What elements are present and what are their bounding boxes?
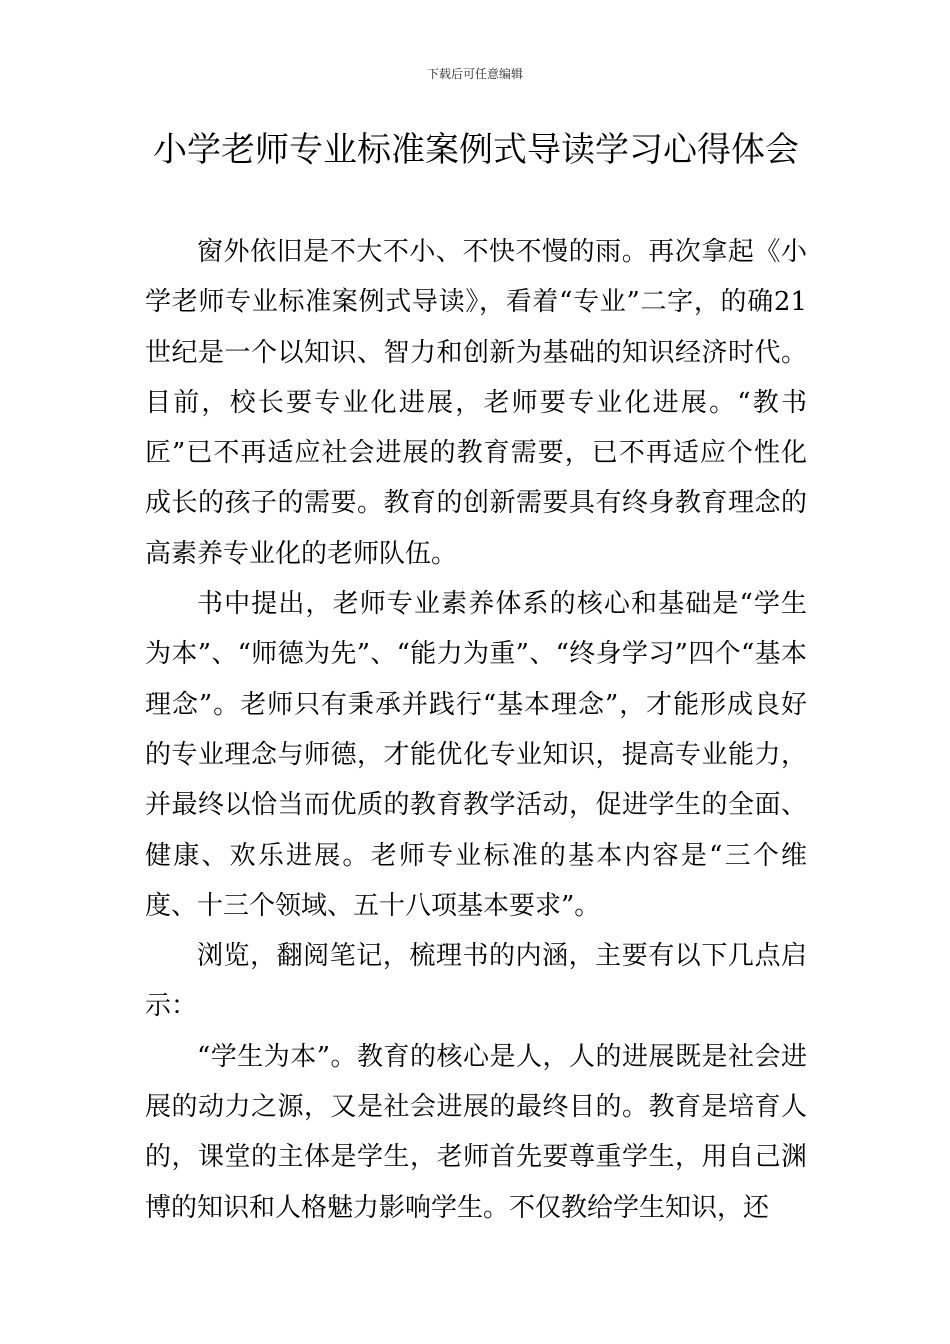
body-paragraph: 窗外依旧是不大不小、不快不慢的雨。再次拿起《小学老师专业标准案例式导读》，看着“专业”二字，的确21世纪是一个以知识、智力和创新为基础的知识经济时代。目前，校长要专业化进展，老师要专业化进展。“教书匠”已不再适应社会进展的教育需要，已不再适应个性化成长的孩子的需要。教育的创新需要具有终身教育理念的高素养专业化的老师队伍。 (145, 237, 807, 569)
body-paragraph: “学生为本”。教育的核心是人，人的进展既是社会进展的动力之源，又是社会进展的最终目的。教育是培育人的，课堂的主体是学生，老师首先要尊重学生，用自己渊博的知识和人格魅力影响学生。不仅教给学生知识，还 (145, 1041, 807, 1223)
document-title: 小学老师专业标准案例式导读学习心得体会 (153, 130, 799, 170)
document-body (145, 227, 807, 1233)
body-paragraph: 书中提出，老师专业素养体系的核心和基础是“学生为本”、“师德为先”、“能力为重”、“终身学习”四个“基本理念”。老师只有秉承并践行“基本理念”，才能形成良好的专业理念与师德，才能优化专业知识，提高专业能力，并最终以恰当而优质的教育教学活动，促进学生的全面、健康、欢乐进展。老师专业标准的基本内容是“三个维度、十三个领域、五十八项基本要求”。 (145, 589, 807, 921)
header-note: 下载后可任意编辑 (426, 67, 523, 81)
body-paragraph: 浏览，翻阅笔记，梳理书的内涵，主要有以下几点启示： (145, 941, 807, 1022)
